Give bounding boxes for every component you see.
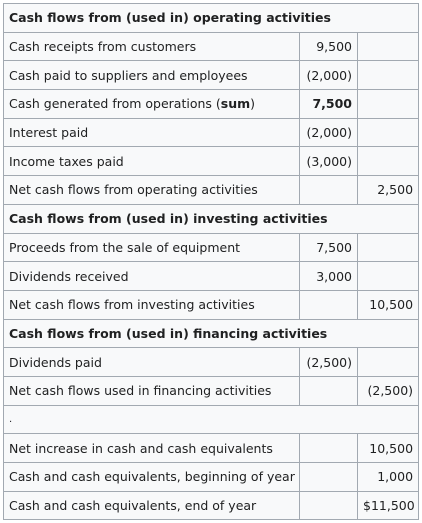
row-total: 10,500 [358, 290, 419, 319]
investing-header: Cash flows from (used in) investing activities [4, 204, 419, 233]
row-amount: 9,500 [300, 32, 358, 61]
cash-flow-statement-table [3, 3, 419, 520]
table-row [4, 176, 419, 205]
row-total [358, 118, 419, 147]
table-row [4, 491, 419, 520]
row-label: Dividends received [4, 262, 300, 291]
financing-header: Cash flows from (used in) financing activities [4, 319, 419, 348]
row-label: Cash paid to suppliers and employees [4, 61, 300, 90]
row-amount: 3,000 [300, 262, 358, 291]
table-row [4, 434, 419, 463]
row-amount [300, 434, 358, 463]
label-prefix: Cash generated from operations ( [9, 96, 221, 112]
row-amount: (2,000) [300, 118, 358, 147]
row-total [358, 233, 419, 262]
section-header-row [4, 204, 419, 233]
row-amount [300, 376, 358, 405]
row-label: Net increase in cash and cash equivalents [4, 434, 300, 463]
table-row [4, 348, 419, 377]
label-suffix: ) [250, 96, 256, 112]
spacer-cell: . [4, 405, 419, 434]
table-row [4, 118, 419, 147]
row-amount [300, 491, 358, 520]
row-amount: 7,500 [300, 233, 358, 262]
row-amount [300, 176, 358, 205]
row-total [358, 147, 419, 176]
row-total: 1,000 [358, 463, 419, 492]
table-row [4, 463, 419, 492]
row-label: Income taxes paid [4, 147, 300, 176]
table-row [4, 90, 419, 119]
row-total: $11,500 [358, 491, 419, 520]
table-row [4, 61, 419, 90]
row-label: Net cash flows used in financing activities [4, 376, 300, 405]
row-label: Cash and cash equivalents, end of year [4, 491, 300, 520]
spacer-row [4, 405, 419, 434]
row-total: 2,500 [358, 176, 419, 205]
table-row [4, 233, 419, 262]
row-label: Interest paid [4, 118, 300, 147]
section-header-row [4, 319, 419, 348]
row-amount [300, 463, 358, 492]
row-total [358, 32, 419, 61]
row-label: Cash receipts from customers [4, 32, 300, 61]
row-label: Net cash flows from operating activities [4, 176, 300, 205]
row-total [358, 348, 419, 377]
row-amount: (2,500) [300, 348, 358, 377]
table-row [4, 376, 419, 405]
row-label: Cash and cash equivalents, beginning of year [4, 463, 300, 492]
table-row [4, 262, 419, 291]
row-total: (2,500) [358, 376, 419, 405]
row-label: Dividends paid [4, 348, 300, 377]
row-total [358, 61, 419, 90]
table-row [4, 290, 419, 319]
section-header-row [4, 4, 419, 33]
table-row [4, 32, 419, 61]
table-row [4, 147, 419, 176]
row-amount: 7,500 [300, 90, 358, 119]
row-amount [300, 290, 358, 319]
row-label: Proceeds from the sale of equipment [4, 233, 300, 262]
label-bold: sum [220, 96, 251, 112]
row-total [358, 262, 419, 291]
row-total [358, 90, 419, 119]
row-amount: (2,000) [300, 61, 358, 90]
row-label: Net cash flows from investing activities [4, 290, 300, 319]
row-label [4, 90, 300, 119]
operating-header: Cash flows from (used in) operating activities [4, 4, 419, 33]
row-total: 10,500 [358, 434, 419, 463]
row-amount: (3,000) [300, 147, 358, 176]
